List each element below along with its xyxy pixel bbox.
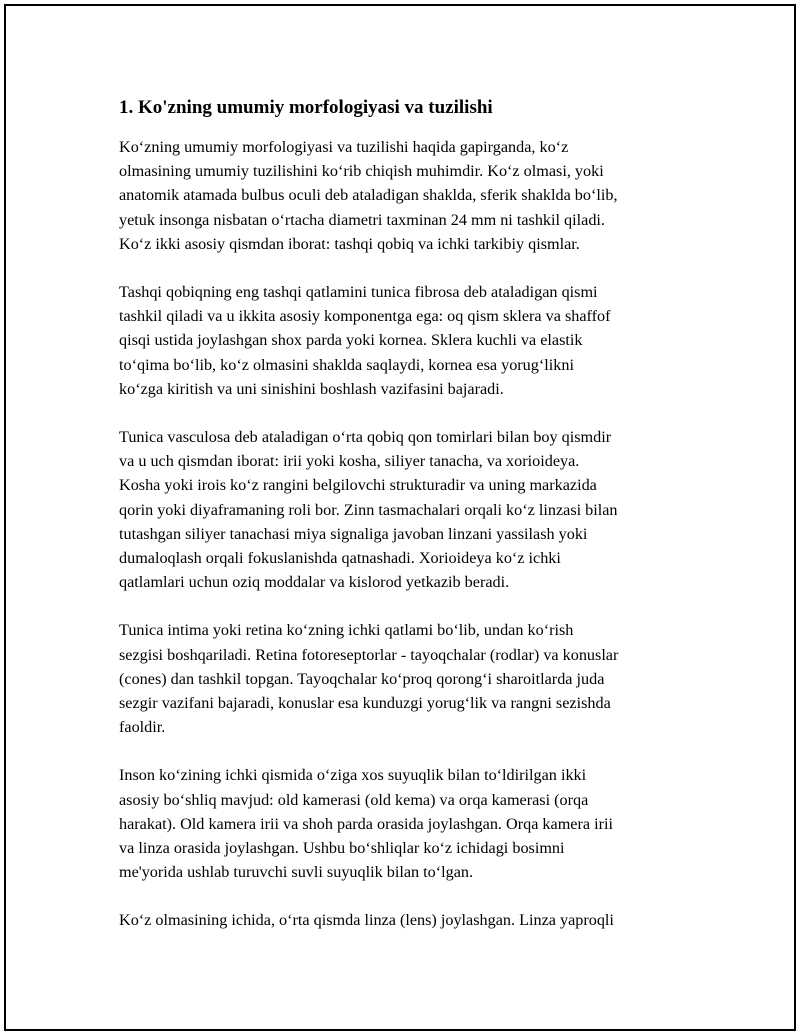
- text-line: Ko‘z olmasining ichida, o‘rta qismda linza (lens) joylashgan. Linza yaproqli: [119, 911, 614, 930]
- text-line: Ko‘zning umumiy morfologiyasi va tuzilishi haqida gapirganda, ko‘z: [119, 138, 569, 156]
- paragraph: [119, 763, 694, 884]
- paragraph: [119, 135, 694, 256]
- text-line: va linza orasida joylashgan. Ushbu bo‘shliqlar ko‘z ichidagi bosimni: [119, 839, 565, 858]
- paragraph: [119, 618, 694, 739]
- document-body: [119, 94, 694, 957]
- text-line: Tunica vasculosa deb ataladigan o‘rta qobiq qon tomirlari bilan boy qismdir: [119, 428, 612, 447]
- text-line: Tashqi qobiqning eng tashqi qatlamini tunica fibrosa deb ataladigan qismi: [119, 283, 598, 302]
- paragraph-list: [119, 135, 694, 933]
- text-line: me'yorida ushlab turuvchi suvli suyuqlik bilan to‘lgan.: [119, 863, 474, 882]
- text-line: to‘qima bo‘lib, ko‘z olmasini shaklda saqlaydi, kornea esa yorug‘likni: [119, 355, 574, 374]
- text-line: olmasining umumiy tuzilishini ko‘rib chiqish muhimdir. Ko‘z olmasi, yoki: [119, 162, 604, 181]
- text-line: asosiy bo‘shliq mavjud: old kamerasi (old kema) va orqa kamerasi (orqa: [119, 790, 589, 809]
- text-line: sezgisi boshqariladi. Retina fotoreseptorlar - tayoqchalar (rodlar) va konuslar: [119, 645, 619, 664]
- text-line: qorin yoki diyaframaning roli bor. Zinn tasmachalari orqali ko‘z linzasi bilan: [119, 500, 618, 519]
- text-line: tashkil qiladi va u ikkita asosiy komponentga ega: oq qism sklera va shaffof: [119, 307, 611, 326]
- text-line: (cones) dan tashkil topgan. Tayoqchalar ko‘proq qorong‘i sharoitlarda juda: [119, 669, 605, 688]
- text-line: dumaloqlash orqali fokuslanishda qatnashadi. Xorioideya ko‘z ichki: [119, 549, 561, 568]
- text-line: harakat). Old kamera irii va shoh parda orasida joylashgan. Orqa kamera irii: [119, 814, 613, 833]
- text-line: faoldir.: [119, 718, 166, 737]
- page-frame: [4, 4, 796, 1031]
- paragraph: [119, 908, 694, 932]
- text-line: sezgir vazifani bajaradi, konuslar esa kunduzgi yorug‘lik va rangni sezishda: [119, 694, 611, 713]
- text-line: Inson ko‘zining ichki qismida o‘ziga xos suyuqlik bilan to‘ldirilgan ikki: [119, 766, 587, 785]
- text-line: va u uch qismdan iborat: irii yoki kosha, siliyer tanacha, va xorioideya.: [119, 452, 580, 471]
- document-title: 1. Ko'zning umumiy morfologiyasi va tuzilishi: [119, 97, 493, 118]
- text-line: qatlamlari uchun oziq moddalar va kislorod yetkazib beradi.: [119, 573, 510, 592]
- paragraph: [119, 425, 694, 594]
- paragraph: [119, 280, 694, 401]
- text-line: Kosha yoki irois ko‘z rangini belgilovchi strukturadir va uning markazida: [119, 476, 597, 495]
- text-line: yetuk insonga nisbatan o‘rtacha diametri taxminan 24 mm ni tashkil qiladi.: [119, 210, 605, 229]
- text-line: qisqi ustida joylashgan shox parda yoki kornea. Sklera kuchli va elastik: [119, 331, 583, 350]
- text-line: ko‘zga kiritish va uni sinishini boshlash vazifasini bajaradi.: [119, 379, 504, 398]
- text-line: Ko‘z ikki asosiy qismdan iborat: tashqi qobiq va ichki tarkibiy qismlar.: [119, 234, 580, 253]
- text-line: Tunica intima yoki retina ko‘zning ichki qatlami bo‘lib, undan ko‘rish: [119, 621, 574, 640]
- text-line: anatomik atamada bulbus oculi deb ataladigan shaklda, sferik shaklda bo‘lib,: [119, 186, 618, 205]
- text-line: tutashgan siliyer tanachasi miya signaliga javoban linzani yassilash yoki: [119, 524, 588, 543]
